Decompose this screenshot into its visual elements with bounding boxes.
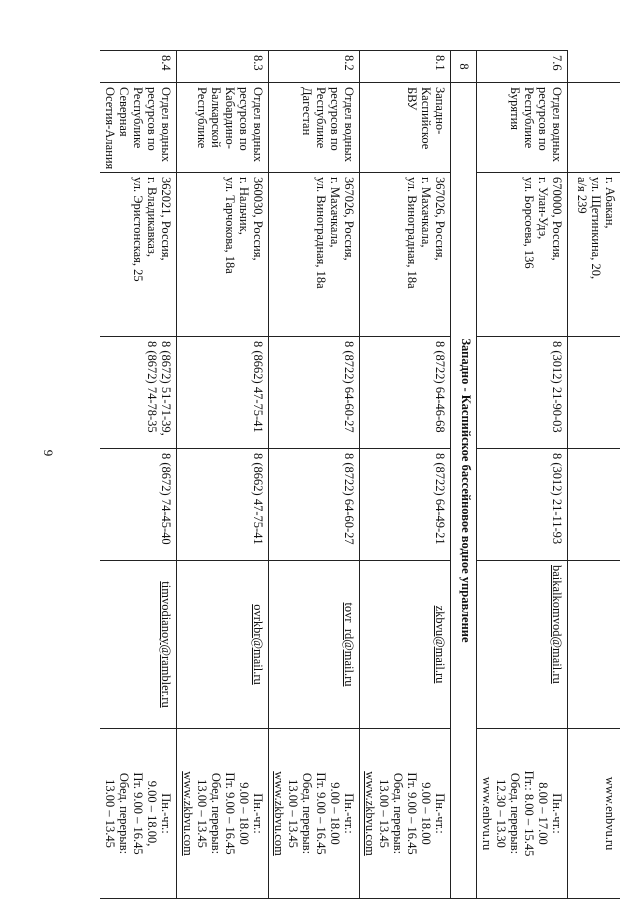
hours-line: Обед. перерыв: [508,772,523,855]
email-link[interactable]: zkbvu@mail.ru [433,605,448,684]
hours-line: 13.00 – 13.45 [286,779,301,848]
fax-cell [360,449,451,561]
hours-line: 9.00 – 18.00 [419,782,434,845]
office-name-line: ресурсов по [237,87,252,151]
empty-cell [568,561,620,729]
website-link[interactable]: www.zkbvu.com [272,771,287,856]
office-name-cell [177,83,269,173]
address-line: а/я 239 [575,177,589,214]
email-link[interactable]: tovr_rd@mail.ru [342,602,357,687]
table-row [269,51,360,899]
hours-line: Обед. перерыв: [300,772,315,855]
email-cell [101,561,178,729]
address-line: г. Улан-Удэ, [536,177,551,240]
address-cell [269,173,360,337]
phone-cell [269,337,360,449]
office-name-line: Бурятия [508,87,523,131]
email-cell [360,561,451,729]
office-name-line: Балкарской [209,87,224,148]
email-link[interactable]: timvodianoy@rambler.ru [159,581,174,708]
phone-line: 8 (8722) 64-46-68 [433,341,448,433]
office-name-line: Республике [314,87,329,149]
email-cell [177,561,269,729]
office-name-line: ресурсов по [536,87,551,151]
website-cell [568,729,620,899]
hours-line: 13.00 – 13.45 [103,779,118,848]
hours-line: Пн.-чт.: [433,793,448,834]
empty-cell [568,83,620,173]
hours-line: Пт. 9.00 – 16.45 [223,772,238,855]
fax-cell [269,449,360,561]
phone-line: 8 (8672) 74-78-35 [145,341,160,433]
office-name-line: Республике [195,87,210,149]
empty-cell [568,449,620,561]
office-name-line: Республике [131,87,146,149]
address-cell [101,173,178,337]
office-name-line: БВУ [405,87,420,111]
office-name-line: Отдел водных [251,87,266,162]
address-line: ул. Щетинкина, 20, [589,177,603,280]
address-line: ул. Виноградная, 18а [314,177,329,289]
table-row [101,51,178,899]
phone-line: 8 (8662) 47-75-41 [251,341,266,433]
hours-cell [101,729,178,899]
address-line: ул. Тарчокова, 18а [223,177,238,274]
address-line: 362021, Россия, [159,177,174,261]
hours-cell [477,729,568,899]
fax-line: 8 (8672) 74-45-40 [159,453,174,545]
hours-line: 9.00 – 18.00 [328,782,343,845]
office-name-line: ресурсов по [145,87,160,151]
address-line: 367026, Россия, [342,177,357,261]
fax-cell [177,449,269,561]
address-line: ул. Виноградная, 18а [405,177,420,289]
table-row [360,51,451,899]
office-name-line: Кабардино- [223,87,238,149]
hours-line: Пн.-чт.: [342,793,357,834]
fax-line: 8 (3012) 21-11-93 [550,453,565,545]
address-cell [360,173,451,337]
hours-line: Обед. перерыв: [209,772,224,855]
office-name-line: Дагестан [300,87,315,136]
row-number: 8.1 [360,51,451,83]
row-number: 8.3 [177,51,269,83]
address-cell [568,173,620,337]
address-line: 367026, Россия, [433,177,448,261]
hours-line: Пн.-чт.: [251,793,266,834]
office-name-line: Отдел водных [550,87,565,162]
hours-line: Пт.: 8.00 – 15.45 [522,770,537,857]
hours-line: Пн.-чт.: [550,793,565,834]
fax-cell [101,449,178,561]
section-title: Западно - Каспийское бассейновое водное управление [451,83,477,899]
email-link[interactable]: baikalkomvod@mail.ru [550,565,565,684]
hours-line: Пн.-чт.: [159,793,174,834]
office-name-line: ресурсов по [328,87,343,151]
section-number: 8 [451,51,477,83]
table-row [477,51,568,899]
address-line: 670000, Россия, [550,177,565,261]
fax-line: 8 (8722) 64-60-27 [342,453,357,545]
phone-line: 8 (3012) 21-90-03 [550,341,565,433]
office-name-cell [269,83,360,173]
row-number: 8.4 [101,51,178,83]
water-offices-table [101,50,621,899]
hours-line: Пт. 9.00 – 16.45 [314,772,329,855]
office-name-line: Северная [117,87,132,137]
office-name-line: Западно- [433,87,448,135]
page-number: 9 [41,449,56,457]
hours-line: Обед. перерыв: [391,772,406,855]
address-cell [477,173,568,337]
row-number: 7.6 [477,51,568,83]
email-link[interactable]: ovrkbr@mail.ru [251,604,266,685]
hours-line: 9.00 – 18.00, [145,780,160,847]
office-name-cell [477,83,568,173]
office-name-line: Каспийское [419,87,434,150]
address-line: г. Владикавказ, [145,177,160,257]
hours-line: 13.00 – 13.45 [195,779,210,848]
address-line: 360030, Россия, [251,177,266,261]
hours-line: 13.00 – 13.45 [377,779,392,848]
hours-line: Обед. перерыв: [117,772,132,855]
office-name-line: Осетия-Алания [103,87,118,170]
office-name-cell [360,83,451,173]
hours-line: 8.00 – 17.00 [536,782,551,845]
row-number: 8.2 [269,51,360,83]
phone-cell [101,337,178,449]
hours-line: Пт. 9.00 – 16.45 [131,772,146,855]
phone-cell [177,337,269,449]
table-row [177,51,269,899]
section-row [451,51,477,899]
empty-cell [568,337,620,449]
office-name-line: Отдел водных [159,87,174,162]
address-line: г. Абакан, [603,177,617,229]
address-line: ул. Борсоева, 136 [522,177,537,269]
fax-line: 8 (8722) 64-49-21 [433,453,448,545]
email-cell [477,561,568,729]
office-name-line: Республике [522,87,537,149]
phone-cell [477,337,568,449]
website-link[interactable]: www.enbvu.ru [480,776,495,851]
hours-cell [177,729,269,899]
fax-line: 8 (8662) 47-75-41 [251,453,266,545]
phone-line: 8 (8722) 64-60-27 [342,341,357,433]
phone-line: 8 (8672) 51-71-39, [159,341,174,436]
address-line: ул. Эристонская, 25 [131,177,146,282]
office-name-cell [101,83,178,173]
address-line: г. Махачкала, [328,177,343,248]
address-line: г. Махачкала, [419,177,434,248]
hours-line: 9.00 – 18.00 [237,782,252,845]
office-name-line: Отдел водных [342,87,357,162]
empty-cell [568,51,620,83]
website-link[interactable]: www.zkbvu.com [181,771,196,856]
table-row-continuation [568,51,620,899]
email-cell [269,561,360,729]
address-line: г. Нальчик, [237,177,252,235]
address-cell [177,173,269,337]
website-link[interactable]: www.zkbvu.com [363,771,378,856]
phone-cell [360,337,451,449]
rotated-page-content [103,50,620,898]
hours-cell [269,729,360,899]
fax-cell [477,449,568,561]
hours-line: 12.30 – 13.30 [494,779,509,848]
website-link[interactable]: www.enbvu.ru [603,776,617,851]
hours-line: Пт. 9.00 – 16.45 [405,772,420,855]
hours-cell [360,729,451,899]
